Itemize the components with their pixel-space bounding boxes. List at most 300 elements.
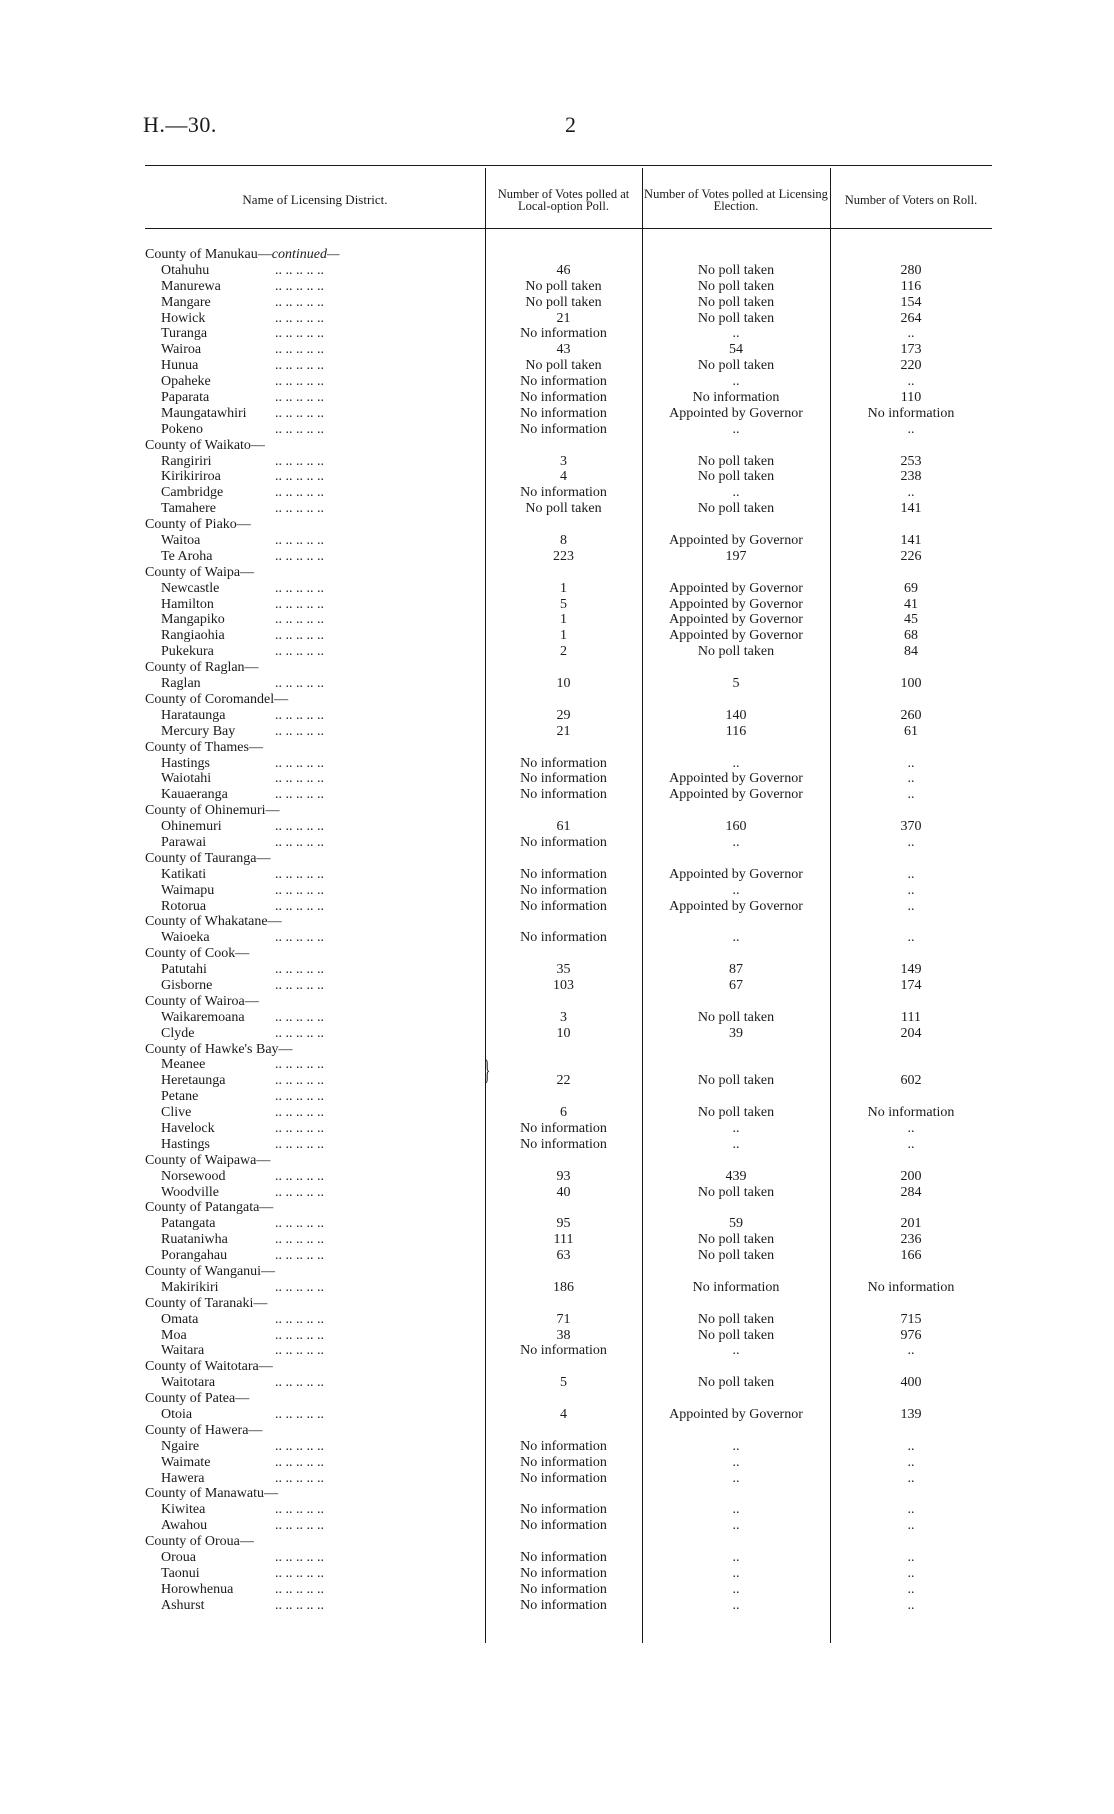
licensing-election-votes: No information bbox=[692, 1279, 780, 1295]
leader-dots: .. .. .. .. .. bbox=[275, 644, 324, 660]
name-text: Pukekura bbox=[161, 644, 214, 660]
county-name bbox=[145, 1296, 485, 1312]
leader-dots: .. .. .. .. .. bbox=[275, 326, 324, 342]
voters-on-roll: 68 bbox=[904, 628, 918, 644]
voters-on-roll: .. bbox=[907, 1136, 915, 1152]
table-row bbox=[145, 628, 992, 644]
name-text: Waiotahi bbox=[161, 771, 212, 787]
table-row bbox=[145, 676, 992, 692]
licensing-election-votes: .. bbox=[732, 326, 740, 342]
table-row bbox=[145, 978, 992, 994]
county-row bbox=[145, 1296, 992, 1312]
voters-on-roll: .. bbox=[907, 485, 915, 501]
table-row bbox=[145, 1280, 992, 1296]
table-row bbox=[145, 1375, 992, 1391]
table-row bbox=[145, 1518, 992, 1534]
name-text: County of Tauranga— bbox=[145, 850, 271, 866]
table-row bbox=[145, 1121, 992, 1137]
name-text: Taonui bbox=[161, 1565, 200, 1581]
name-text: County of Whakatane— bbox=[145, 914, 282, 930]
local-option-votes: 35 bbox=[556, 962, 571, 978]
local-option-votes: No information bbox=[520, 898, 607, 914]
district-name bbox=[145, 1518, 501, 1534]
name-text: Hastings bbox=[161, 1136, 210, 1152]
local-option-votes: 111 bbox=[553, 1232, 574, 1248]
name-text: Heretaunga bbox=[161, 1073, 226, 1089]
leader-dots: .. .. .. .. .. bbox=[275, 1454, 324, 1470]
name-text: Horowhenua bbox=[161, 1581, 234, 1597]
district-name bbox=[145, 1328, 501, 1344]
leader-dots: .. .. .. .. .. bbox=[275, 771, 324, 787]
table-row bbox=[145, 549, 992, 565]
county-row bbox=[145, 994, 992, 1010]
leader-dots: .. .. .. .. .. bbox=[275, 1248, 324, 1264]
table-row bbox=[145, 295, 992, 311]
licensing-election-votes: .. bbox=[732, 1438, 740, 1454]
name-text: Mangapiko bbox=[161, 612, 225, 628]
licensing-election-votes: No poll taken bbox=[697, 262, 775, 278]
leader-dots: .. .. .. .. .. bbox=[275, 1327, 324, 1343]
table-row bbox=[145, 724, 992, 740]
table-row bbox=[145, 390, 992, 406]
table-row bbox=[145, 533, 992, 549]
local-option-votes: 71 bbox=[556, 1311, 571, 1327]
table-row bbox=[145, 1550, 992, 1566]
licensing-election-votes: 59 bbox=[729, 1216, 743, 1232]
leader-dots: .. .. .. .. .. bbox=[275, 1216, 324, 1232]
table-row bbox=[145, 422, 992, 438]
header-district: Name of Licensing District. bbox=[242, 192, 388, 207]
district-name bbox=[145, 644, 501, 660]
voters-on-roll: 602 bbox=[900, 1073, 922, 1089]
local-option-votes: No information bbox=[520, 485, 607, 501]
local-option-votes: No information bbox=[520, 1454, 607, 1470]
local-option-votes: 21 bbox=[556, 723, 571, 739]
district-name bbox=[145, 1073, 501, 1089]
leader-dots: .. .. .. .. .. bbox=[275, 1407, 324, 1423]
county-row bbox=[145, 914, 992, 930]
name-text: Wairoa bbox=[161, 342, 202, 358]
header-licensing-election-votes: Number of Votes polled at Licensing Election. bbox=[644, 187, 828, 213]
table-row bbox=[145, 311, 992, 327]
table-row bbox=[145, 962, 992, 978]
licensing-election-votes: .. bbox=[732, 1518, 740, 1534]
local-option-votes: 1 bbox=[560, 628, 567, 644]
leader-dots: .. .. .. .. .. bbox=[275, 421, 324, 437]
table-row bbox=[145, 930, 992, 946]
voters-on-roll: 154 bbox=[900, 294, 922, 310]
voters-on-roll: .. bbox=[907, 1120, 915, 1136]
licensing-election-votes: .. bbox=[732, 1136, 740, 1152]
local-option-votes: No information bbox=[520, 405, 607, 421]
leader-dots: .. .. .. .. .. bbox=[275, 310, 324, 326]
table-row bbox=[145, 1185, 992, 1201]
licensing-election-votes: No poll taken bbox=[697, 1311, 775, 1327]
local-option-votes: No information bbox=[520, 374, 607, 390]
local-option-votes: 95 bbox=[556, 1216, 571, 1232]
table-row bbox=[145, 819, 992, 835]
local-option-votes: 3 bbox=[560, 453, 567, 469]
table-row bbox=[145, 835, 992, 851]
county-name bbox=[145, 851, 485, 867]
local-option-votes: No information bbox=[520, 771, 607, 787]
name-text: Maungatawhiri bbox=[161, 405, 247, 421]
local-option-votes: No information bbox=[520, 866, 607, 882]
table-row bbox=[145, 279, 992, 295]
licensing-table-body bbox=[145, 247, 992, 1614]
licensing-election-votes: No poll taken bbox=[697, 1009, 775, 1025]
name-text: Waikaremoana bbox=[161, 1009, 245, 1025]
table-row bbox=[145, 1407, 992, 1423]
table-row bbox=[145, 1343, 992, 1359]
name-text: Ngaire bbox=[161, 1438, 200, 1454]
local-option-votes: No information bbox=[520, 1518, 607, 1534]
district-name bbox=[145, 454, 501, 470]
name-text: Meanee bbox=[161, 1057, 206, 1073]
voters-on-roll: .. bbox=[907, 421, 915, 437]
licensing-election-votes: No poll taken bbox=[697, 1184, 775, 1200]
local-option-votes: No information bbox=[520, 1470, 607, 1486]
table-row bbox=[145, 1439, 992, 1455]
name-text: Norsewood bbox=[161, 1168, 226, 1184]
district-name bbox=[145, 628, 501, 644]
district-name bbox=[145, 899, 501, 915]
name-text: Hunua bbox=[161, 358, 199, 374]
voters-on-roll: 253 bbox=[900, 453, 922, 469]
table-row bbox=[145, 1216, 992, 1232]
licensing-election-votes: .. bbox=[732, 1581, 740, 1597]
district-name bbox=[145, 1502, 501, 1518]
table-row bbox=[145, 708, 992, 724]
local-option-votes: No poll taken bbox=[525, 501, 602, 517]
voters-on-roll: No information bbox=[867, 1279, 955, 1295]
county-row bbox=[145, 247, 992, 263]
voters-on-roll: 976 bbox=[900, 1327, 922, 1343]
leader-dots: .. .. .. .. .. bbox=[275, 882, 324, 898]
district-name bbox=[145, 787, 501, 803]
local-option-votes: 10 bbox=[556, 676, 571, 692]
local-option-votes: 22 bbox=[556, 1073, 571, 1089]
district-name bbox=[145, 1566, 501, 1582]
leader-dots: .. .. .. .. .. bbox=[275, 1597, 324, 1613]
licensing-election-votes: No poll taken bbox=[697, 1375, 775, 1391]
name-text: County of Coromandel— bbox=[145, 691, 289, 707]
voters-on-roll: 238 bbox=[900, 469, 922, 485]
licensing-election-votes: .. bbox=[732, 834, 740, 850]
local-option-votes: No information bbox=[520, 1581, 607, 1597]
county-name bbox=[145, 247, 485, 263]
voters-on-roll: 284 bbox=[900, 1184, 922, 1200]
voters-on-roll: 220 bbox=[900, 358, 922, 374]
name-text: Makirikiri bbox=[161, 1279, 219, 1295]
district-name bbox=[145, 342, 501, 358]
leader-dots: .. .. .. .. .. bbox=[275, 930, 324, 946]
table-row bbox=[145, 454, 992, 470]
district-name bbox=[145, 295, 501, 311]
licensing-election-votes: Appointed by Governor bbox=[669, 628, 803, 644]
voters-on-roll: 166 bbox=[900, 1248, 922, 1264]
name-text: County of Piako— bbox=[145, 517, 251, 533]
table-row bbox=[145, 771, 992, 787]
voters-on-roll: 141 bbox=[900, 501, 922, 517]
name-text: Raglan bbox=[161, 676, 201, 692]
name-text: County of Wanganui— bbox=[145, 1264, 276, 1279]
voters-on-roll: .. bbox=[907, 930, 915, 946]
district-name bbox=[145, 469, 501, 485]
voters-on-roll: .. bbox=[907, 1565, 915, 1581]
licensing-election-votes: Appointed by Governor bbox=[669, 580, 803, 596]
table-row bbox=[145, 787, 992, 803]
table-row bbox=[145, 1312, 992, 1328]
name-text: Waimapu bbox=[161, 882, 215, 898]
county-row bbox=[145, 1153, 992, 1169]
licensing-election-votes: No poll taken bbox=[697, 294, 775, 310]
district-name bbox=[145, 326, 501, 342]
leader-dots: .. .. .. .. .. bbox=[275, 294, 324, 310]
leader-dots: .. .. .. .. .. bbox=[275, 278, 324, 294]
district-name bbox=[145, 1010, 501, 1026]
name-text: Manurewa bbox=[161, 278, 221, 294]
voters-on-roll: 236 bbox=[900, 1232, 922, 1248]
local-option-votes: 1 bbox=[560, 612, 567, 628]
voters-on-roll: 400 bbox=[900, 1375, 922, 1391]
table-row bbox=[145, 597, 992, 613]
voters-on-roll: .. bbox=[907, 1597, 915, 1613]
licensing-election-votes: Appointed by Governor bbox=[669, 612, 803, 628]
leader-dots: .. .. .. .. .. bbox=[275, 342, 324, 358]
name-text: Paparata bbox=[161, 390, 210, 406]
voters-on-roll: 201 bbox=[900, 1216, 922, 1232]
district-name bbox=[145, 1185, 501, 1201]
district-name bbox=[145, 485, 501, 501]
table-row bbox=[145, 899, 992, 915]
name-text: Hamilton bbox=[161, 596, 214, 612]
leader-dots: .. .. .. .. .. bbox=[275, 1025, 324, 1041]
table-row bbox=[145, 1471, 992, 1487]
district-name bbox=[145, 1216, 501, 1232]
licensing-election-votes: No poll taken bbox=[697, 501, 775, 517]
district-name bbox=[145, 867, 501, 883]
table-row bbox=[145, 1232, 992, 1248]
local-option-votes: No information bbox=[520, 1343, 607, 1359]
county-row bbox=[145, 1200, 992, 1216]
licensing-election-votes: Appointed by Governor bbox=[669, 898, 803, 914]
name-text: Petane bbox=[161, 1089, 199, 1105]
continued-label: continued— bbox=[271, 247, 340, 262]
name-text: Gisborne bbox=[161, 977, 213, 993]
district-name bbox=[145, 279, 501, 295]
leader-dots: .. .. .. .. .. bbox=[275, 1120, 324, 1136]
leader-dots: .. .. .. .. .. bbox=[275, 596, 324, 612]
name-text: Katikati bbox=[161, 866, 207, 882]
leader-dots: .. .. .. .. .. bbox=[275, 1343, 324, 1359]
voters-on-roll: 173 bbox=[900, 342, 922, 358]
county-name bbox=[145, 994, 485, 1010]
licensing-election-votes: 87 bbox=[729, 962, 743, 978]
voters-on-roll: 174 bbox=[900, 977, 922, 993]
name-text: Omata bbox=[161, 1311, 199, 1327]
name-text: Waitoa bbox=[161, 533, 201, 549]
district-name bbox=[145, 422, 501, 438]
name-text: Te Aroha bbox=[161, 548, 213, 564]
name-text: Porangahau bbox=[161, 1248, 228, 1264]
name-text: County of Waipawa— bbox=[145, 1152, 271, 1168]
table-row bbox=[145, 1010, 992, 1026]
local-option-votes: 10 bbox=[556, 1025, 571, 1041]
leader-dots: .. .. .. .. .. bbox=[275, 723, 324, 739]
district-name bbox=[145, 533, 501, 549]
name-text: Waioeka bbox=[161, 930, 210, 946]
table-row bbox=[145, 469, 992, 485]
licensing-election-votes: 116 bbox=[725, 723, 747, 739]
leader-dots: .. .. .. .. .. bbox=[275, 1184, 324, 1200]
licensing-election-votes: No poll taken bbox=[697, 469, 775, 485]
district-name bbox=[145, 819, 501, 835]
district-name bbox=[145, 1439, 501, 1455]
local-option-votes: No information bbox=[520, 1597, 607, 1613]
licensing-election-votes: Appointed by Governor bbox=[669, 1407, 803, 1423]
table-row bbox=[145, 581, 992, 597]
table-row bbox=[145, 1073, 992, 1089]
table-row bbox=[145, 1057, 992, 1073]
licensing-election-votes: Appointed by Governor bbox=[669, 405, 803, 421]
voters-on-roll: 149 bbox=[900, 962, 922, 978]
voters-on-roll: 264 bbox=[900, 310, 922, 326]
district-name bbox=[145, 501, 501, 517]
name-text: Ohinemuri bbox=[161, 819, 222, 835]
district-name bbox=[145, 676, 501, 692]
licensing-election-votes: .. bbox=[732, 1502, 740, 1518]
county-name bbox=[145, 565, 485, 581]
voters-on-roll: .. bbox=[907, 771, 915, 787]
voters-on-roll: .. bbox=[907, 1454, 915, 1470]
voters-on-roll: .. bbox=[907, 1470, 915, 1486]
voters-on-roll: 139 bbox=[900, 1407, 922, 1423]
licensing-election-votes: 160 bbox=[725, 819, 747, 835]
voters-on-roll: .. bbox=[907, 326, 915, 342]
name-text: County of Manukau— bbox=[145, 247, 272, 262]
district-name bbox=[145, 1105, 501, 1121]
county-row bbox=[145, 1486, 992, 1502]
name-text: County of Cook— bbox=[145, 946, 250, 962]
county-row bbox=[145, 1359, 992, 1375]
district-name bbox=[145, 1471, 501, 1487]
local-option-votes: 43 bbox=[556, 342, 571, 358]
district-name bbox=[145, 835, 501, 851]
county-name bbox=[145, 517, 485, 533]
county-row bbox=[145, 517, 992, 533]
table-row bbox=[145, 1598, 992, 1614]
district-name bbox=[145, 1375, 501, 1391]
voters-on-roll: 200 bbox=[900, 1168, 922, 1184]
licensing-election-votes: 439 bbox=[725, 1168, 747, 1184]
table-row bbox=[145, 1026, 992, 1042]
licensing-election-votes: No poll taken bbox=[697, 358, 775, 374]
name-text: Harataunga bbox=[161, 707, 226, 723]
table-row bbox=[145, 1328, 992, 1344]
licensing-election-votes: Appointed by Governor bbox=[669, 596, 803, 612]
voters-on-roll: 84 bbox=[904, 644, 918, 660]
licensing-election-votes: No poll taken bbox=[697, 1248, 775, 1264]
local-option-votes: 186 bbox=[553, 1279, 574, 1295]
licensing-election-votes: No poll taken bbox=[697, 310, 775, 326]
county-name bbox=[145, 1359, 485, 1375]
voters-on-roll: 141 bbox=[900, 533, 922, 549]
leader-dots: .. .. .. .. .. bbox=[275, 485, 324, 501]
district-name bbox=[145, 358, 501, 374]
table-row bbox=[145, 883, 992, 899]
county-name bbox=[145, 1486, 485, 1502]
voters-on-roll: .. bbox=[907, 866, 915, 882]
leader-dots: .. .. .. .. .. bbox=[275, 1375, 324, 1391]
licensing-election-votes: .. bbox=[732, 1550, 740, 1566]
district-name bbox=[145, 1550, 501, 1566]
licensing-election-votes: Appointed by Governor bbox=[669, 771, 803, 787]
table-row bbox=[145, 1137, 992, 1153]
county-row bbox=[145, 740, 992, 756]
leader-dots: .. .. .. .. .. bbox=[275, 548, 324, 564]
leader-dots: .. .. .. .. .. bbox=[275, 1565, 324, 1581]
licensing-election-votes: .. bbox=[732, 930, 740, 946]
name-text: Hawera bbox=[161, 1470, 205, 1486]
district-name bbox=[145, 724, 501, 740]
name-text: Rangiriri bbox=[161, 453, 212, 469]
local-option-votes: No poll taken bbox=[525, 294, 602, 310]
district-name bbox=[145, 1248, 501, 1264]
district-name bbox=[145, 1280, 501, 1296]
name-text: County of Hawke's Bay— bbox=[145, 1041, 293, 1057]
leader-dots: .. .. .. .. .. bbox=[275, 580, 324, 596]
leader-dots: .. .. .. .. .. bbox=[275, 834, 324, 850]
district-name bbox=[145, 1598, 501, 1614]
county-name bbox=[145, 1391, 485, 1407]
leader-dots: .. .. .. .. .. bbox=[275, 755, 324, 771]
leader-dots: .. .. .. .. .. bbox=[275, 453, 324, 469]
name-text: County of Waitotara— bbox=[145, 1359, 273, 1375]
county-row bbox=[145, 1264, 992, 1280]
voters-on-roll: .. bbox=[907, 1550, 915, 1566]
district-name bbox=[145, 1232, 501, 1248]
licensing-election-votes: 140 bbox=[725, 707, 747, 723]
county-row bbox=[145, 438, 992, 454]
county-name bbox=[145, 1153, 485, 1169]
voters-on-roll: 204 bbox=[900, 1025, 922, 1041]
licensing-election-votes: .. bbox=[732, 882, 740, 898]
leader-dots: .. .. .. .. .. bbox=[275, 787, 324, 803]
district-name bbox=[145, 390, 501, 406]
voters-on-roll: 260 bbox=[900, 707, 922, 723]
voters-on-roll: 45 bbox=[904, 612, 918, 628]
county-name bbox=[145, 914, 485, 930]
leader-dots: .. .. .. .. .. bbox=[275, 1518, 324, 1534]
table-row bbox=[145, 501, 992, 517]
voters-on-roll: .. bbox=[907, 1502, 915, 1518]
county-row bbox=[145, 1042, 992, 1058]
table-header-rule bbox=[145, 228, 992, 229]
leader-dots: .. .. .. .. .. bbox=[275, 628, 324, 644]
name-text: Ashurst bbox=[161, 1597, 205, 1613]
name-text: County of Manawatu— bbox=[145, 1486, 278, 1502]
local-option-votes: 40 bbox=[556, 1184, 571, 1200]
district-name bbox=[145, 1169, 501, 1185]
leader-dots: .. .. .. .. .. bbox=[275, 390, 324, 406]
name-text: Patutahi bbox=[161, 962, 207, 978]
local-option-votes: No information bbox=[520, 1502, 607, 1518]
district-name bbox=[145, 1312, 501, 1328]
voters-on-roll: .. bbox=[907, 755, 915, 771]
name-text: Rotorua bbox=[161, 898, 207, 914]
table-row bbox=[145, 644, 992, 660]
